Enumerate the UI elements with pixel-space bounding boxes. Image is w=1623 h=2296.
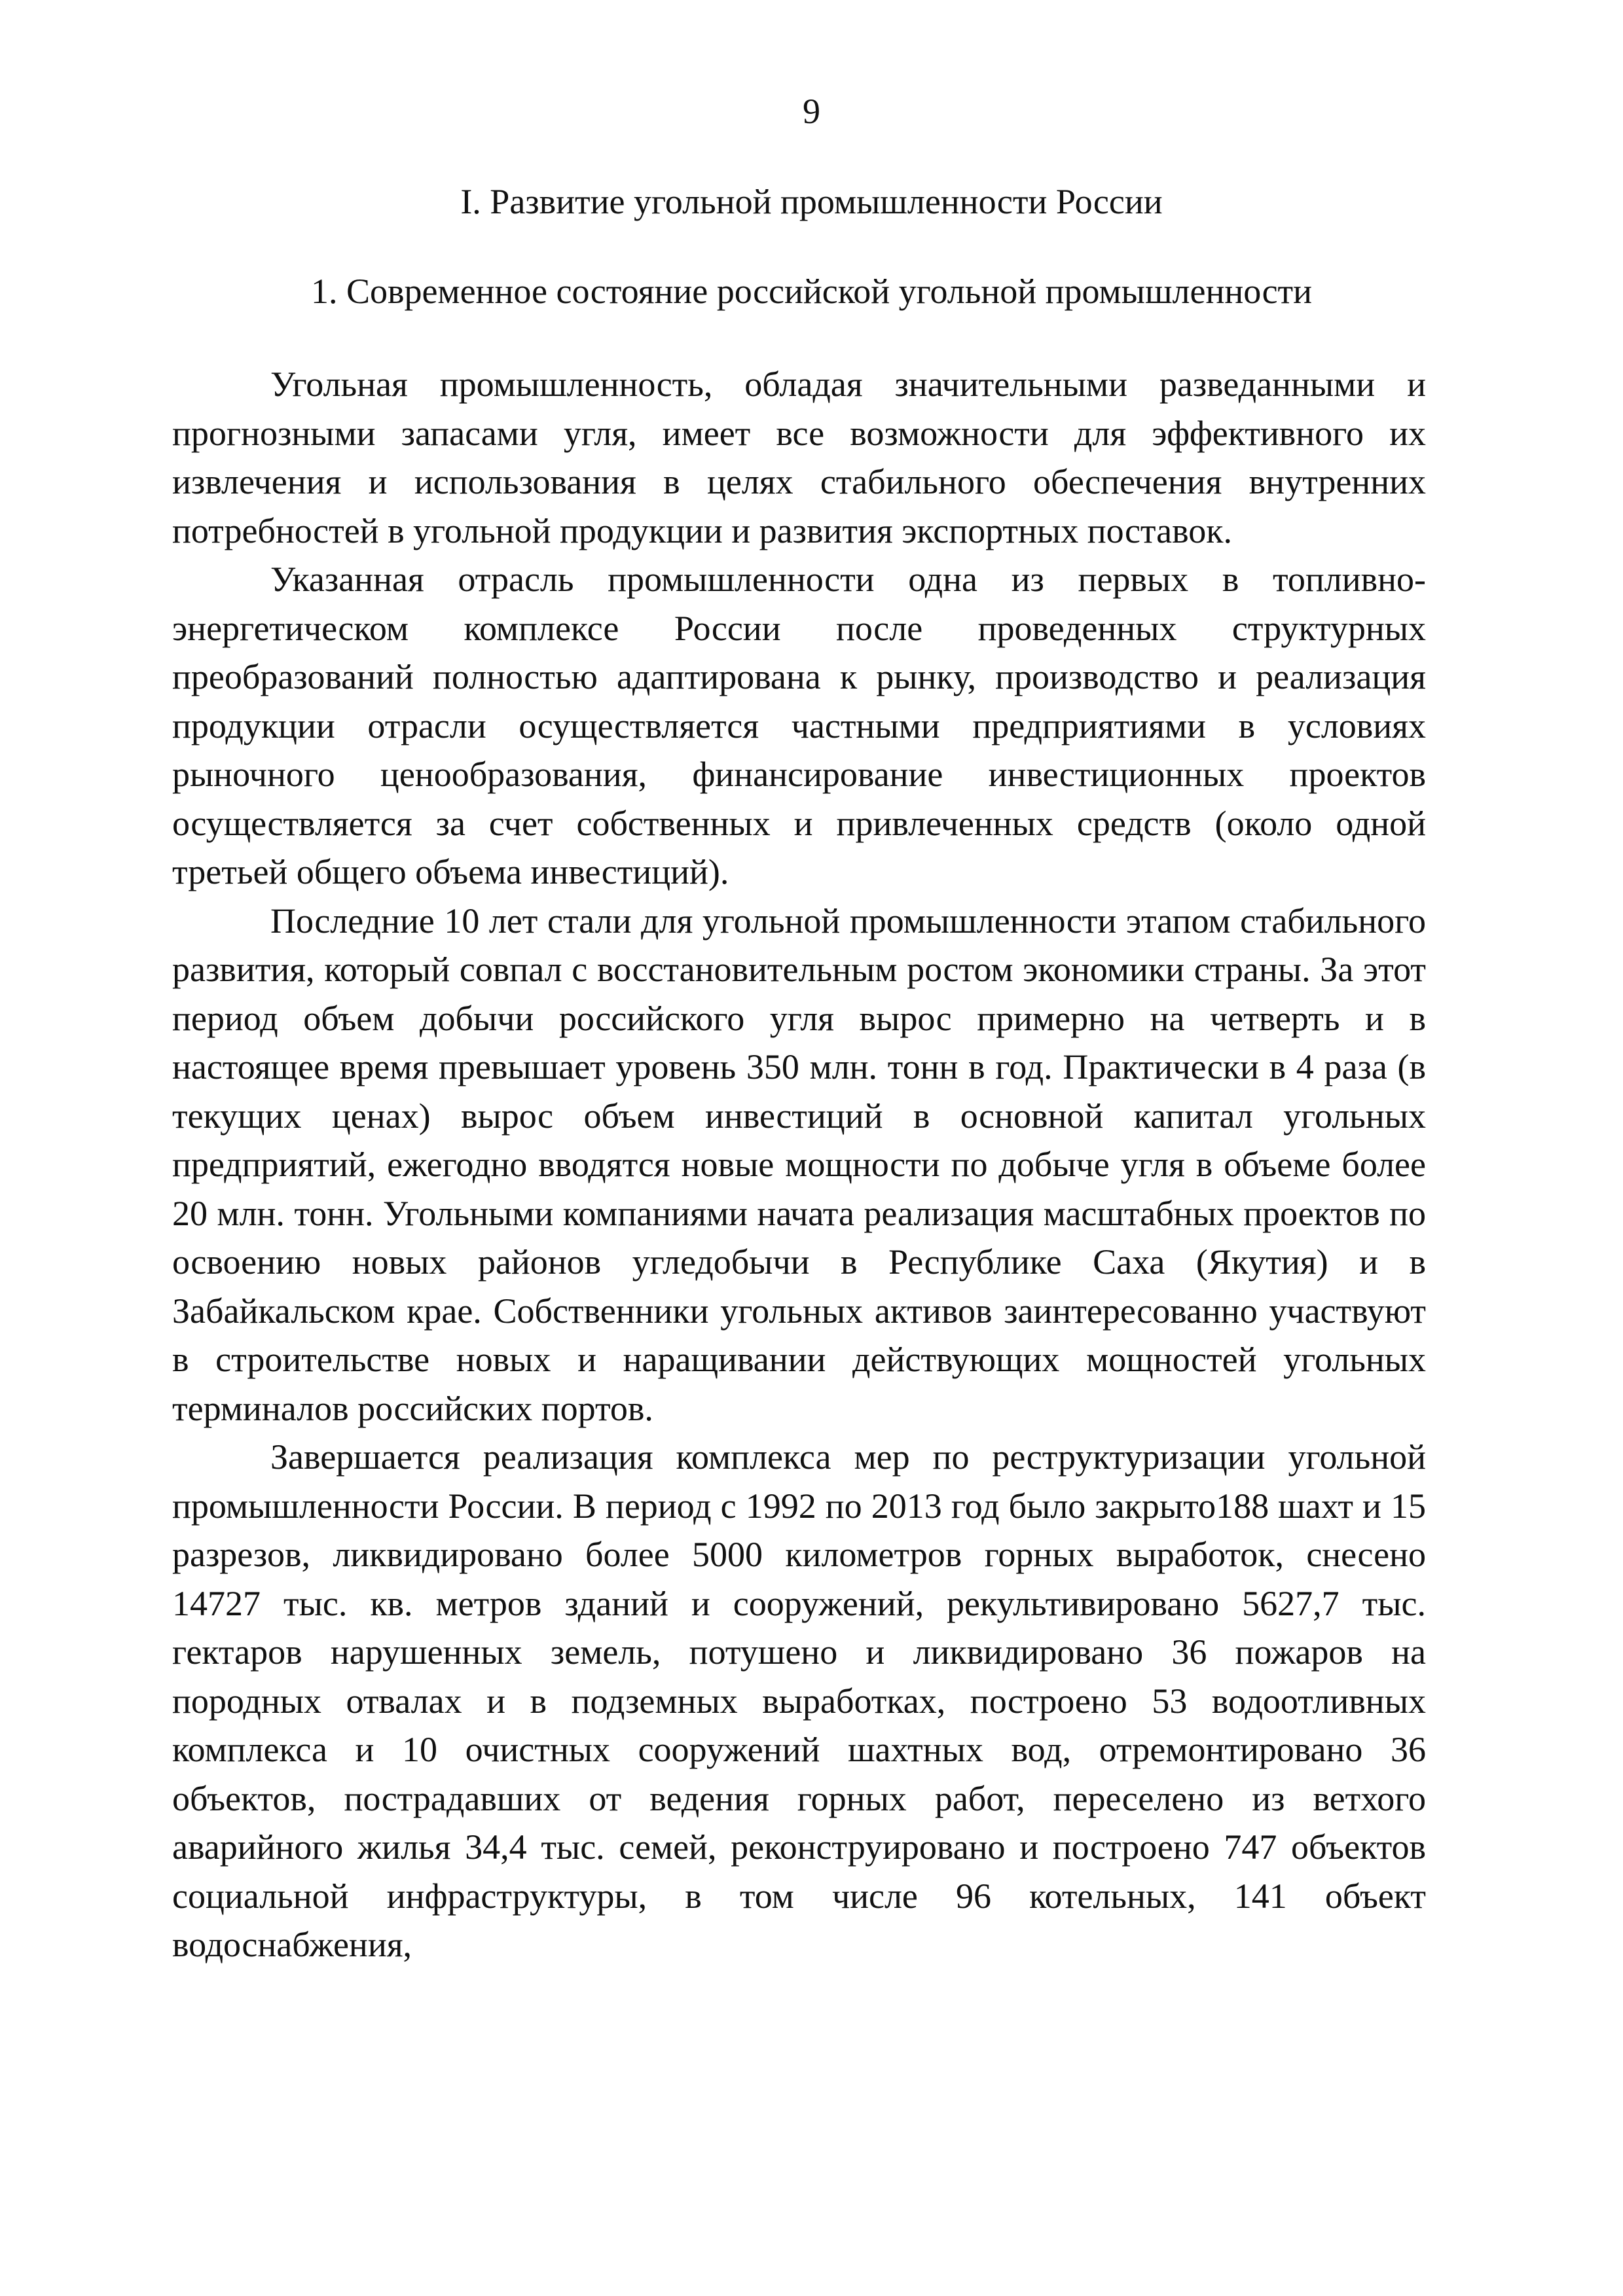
paragraph-2: Указанная отрасль промышленности одна из первых в топливно-энергетическом комплексе России после проведенных структурных преобразований полностью адаптирована к рынку, производство и реализация продукции отрасли осуществляется частными предприятиями в условиях рыночного ценообразования, финансирование инвестиционных проектов осуществляется за счет собственных и привлеченных средств (около одной третьей общего объема инвестиций).: [172, 560, 1426, 891]
page-number: 9: [803, 92, 820, 131]
subsection-heading: 1. Современное состояние российской угольной промышленности: [310, 272, 1313, 311]
paragraph-4: Завершается реализация комплекса мер по реструктуризации угольной промышленности России. В период с 1992 по 2013 год было закрыто188 шахт и 15 разрезов, ликвидировано более 5000 километров горных выработок, снесено 14727 тыс. кв. метров зданий и сооружений, рекультивировано 5627,7 тыс. гектаров нарушенных земель, потушено и ликвидировано 36 пожаров на породных отвалах и в подземных выработках, построено 53 водоотливных комплекса и 10 очистных сооружений шахтных вод, отремонтировано 36 объектов, пострадавших от ведения горных работ, переселено из ветхого аварийного жилья 34,4 тыс. семей, реконструировано и построено 747 объектов социальной инфраструктуры, в том числе 96 котельных, 141 объект водоснабжения,: [172, 1437, 1426, 1964]
paragraph-3: Последние 10 лет стали для угольной промышленности этапом стабильного развития, который совпал с восстановительным ростом экономики страны. За этот период объем добычи российского угля вырос примерно на четверть и в настоящее время превышает уровень 350 млн. тонн в год. Практически в 4 раза (в текущих ценах) вырос объем инвестиций в основной капитал угольных предприятий, ежегодно вводятся новые мощности по добыче угля в объеме более 20 млн. тонн. Угольными компаниями начата реализация масштабных проектов по освоению новых районов угледобычи в Республике Саха (Якутия) и в Забайкальском крае. Собственники угольных активов заинтересованно участвуют в строительстве новых и наращивании действующих мощностей угольных терминалов российских портов.: [172, 901, 1426, 1428]
section-heading: I. Развитие угольной промышленности России: [460, 182, 1163, 221]
body-text: [172, 360, 1426, 1969]
paragraph-1: Угольная промышленность, обладая значительными разведанными и прогнозными запасами угля, имеет все возможности для эффективного их извлечения и использования в целях стабильного обеспечения внутренних потребностей в угольной продукции и развития экспортных поставок.: [172, 365, 1426, 550]
